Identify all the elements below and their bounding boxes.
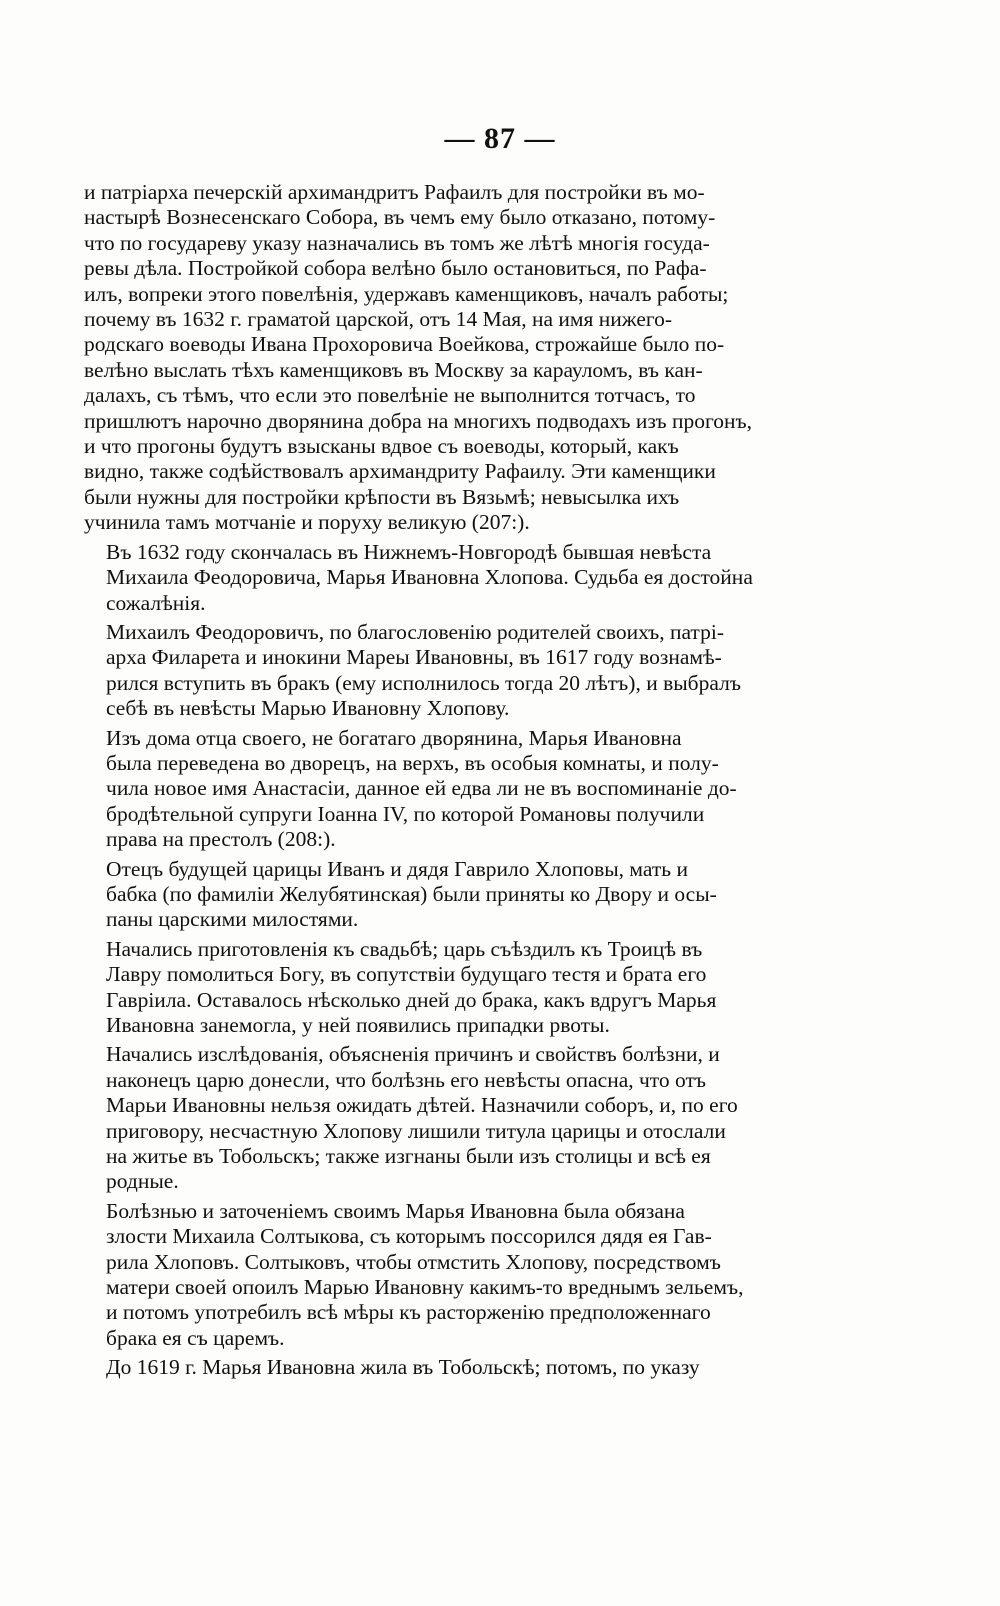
text-line: илъ, вопреки этого повелѣнія, удержавъ каменщиковъ, началъ работы;	[84, 281, 729, 306]
text-line: и патріарха печерскій архимандритъ Рафаилъ для постройки въ мо-	[84, 180, 705, 204]
text-line: далахъ, съ тѣмъ, что если это повелѣніе не выполнится тотчасъ, то	[84, 383, 696, 408]
text-line: видно, также содѣйствовалъ архимандриту Рафаилу. Эти каменщики	[84, 459, 716, 484]
text-line: Начались приготовленія къ свадьбѣ; царь съѣздилъ къ Троицѣ въ	[106, 936, 703, 961]
text-line: рился вступить въ бракъ (ему исполнилось тогда 20 лѣтъ), и выбралъ	[106, 670, 741, 695]
text-line: паны царскими милостями.	[106, 907, 359, 932]
text-line: Въ 1632 году скончалась въ Нижнемъ-Новгородѣ бывшая невѣста	[106, 539, 712, 564]
text-line: что по государеву указу назначались въ томъ же лѣтѣ многія госуда-	[84, 230, 710, 255]
text-line: приговору, несчастную Хлопову лишили титула царицы и отослали	[106, 1118, 726, 1143]
text-line: на житье въ Тобольскъ; также изгнаны были изъ столицы и всѣ ея	[106, 1144, 711, 1169]
text-line: были нужны для постройки крѣпости въ Вязьмѣ; невысылка ихъ	[84, 484, 680, 509]
text-line: сожалѣнія.	[106, 590, 206, 615]
text-line: почему въ 1632 г. граматой царской, отъ 14 Мая, на имя нижего-	[84, 307, 673, 332]
text-line: Изъ дома отца своего, не богатаго дворянина, Марья Ивановна	[106, 725, 682, 750]
text-line: родные.	[106, 1169, 179, 1194]
text-line: арха Филарета и инокини Мареы Ивановны, въ 1617 году вознамѣ-	[106, 645, 722, 670]
text-line: матери своей опоилъ Марью Ивановну какимъ-то вреднымъ зельемъ,	[106, 1275, 744, 1300]
paragraph-5	[84, 857, 856, 933]
text-line: чила новое имя Анастасіи, данное ей едва ли не въ воспоминаніе до-	[106, 776, 737, 801]
text-line: ревы дѣла. Постройкой собора велѣно было остановиться, по Рафа-	[84, 256, 707, 281]
text-line: Ивановна занемогла, у ней появились припадки рвоты.	[106, 1013, 610, 1037]
text-line: была переведена во дворецъ, на верхъ, въ особыя комнаты, и полу-	[106, 750, 719, 775]
text-line: наконецъ царю донесли, что болѣзнь его невѣсты опасна, что отъ	[106, 1067, 707, 1092]
paragraph-6	[84, 937, 856, 1039]
paragraph-4	[84, 726, 856, 853]
text-line: До 1619 г. Марья Ивановна жила въ Тобольскѣ; потомъ, по указу	[106, 1355, 700, 1380]
text-line: велѣно выслать тѣхъ каменщиковъ въ Москву за карауломъ, въ кан-	[84, 357, 703, 382]
text-line: Михаила Феодоровича, Марья Ивановна Хлопова. Судьба ея достойна	[106, 565, 753, 590]
text-line: бабка (по фамиліи Желубятинская) были приняты ко Двору и осы-	[106, 881, 717, 906]
text-line: Болѣзнью и заточеніемъ своимъ Марья Ивановна была обязана	[106, 1198, 685, 1223]
text-line: и потомъ употребилъ всѣ мѣры къ расторженію предположеннаго	[106, 1300, 711, 1325]
text-line: бродѣтельной супруги Іоанна IV, по которой Романовы получили	[106, 801, 705, 826]
text-line: Михаилъ Феодоровичъ, по благословенію родителей своихъ, патрі-	[106, 619, 724, 644]
text-line: рила Хлоповъ. Солтыковъ, чтобы отмстить Хлопову, посредствомъ	[106, 1249, 721, 1274]
paragraph-3	[84, 620, 856, 722]
text-line: пришлютъ нарочно дворянина добра на многихъ подводахъ изъ прогонъ,	[84, 408, 753, 433]
paragraph-9	[84, 1355, 856, 1380]
text-line: Начались изслѣдованія, объясненія причинъ и свойствъ болѣзни, и	[106, 1042, 720, 1067]
text-line: Марьи Ивановны нельзя ожидать дѣтей. Назначили соборъ, и, по его	[106, 1093, 738, 1118]
paragraph-8	[84, 1199, 856, 1351]
text-line: и что прогоны будутъ взысканы вдвое съ воеводы, который, какъ	[84, 434, 679, 459]
text-line: настырѣ Вознесенскаго Собора, въ чемъ ему было отказано, потому-	[84, 205, 716, 230]
text-line: учинила тамъ мотчаніе и поруху великую (207:).	[84, 510, 530, 535]
text-line: Отецъ будущей царицы Иванъ и дядя Гаврило Хлоповы, мать и	[106, 856, 688, 881]
text-line: брака ея съ царемъ.	[106, 1325, 285, 1350]
text-line: родскаго воеводы Ивана Прохоровича Воейкова, строжайше было по-	[84, 332, 725, 357]
paragraph-7	[84, 1042, 856, 1194]
text-line: Лавру помолиться Богу, въ сопутствіи будущаго тестя и брата его	[106, 962, 707, 987]
text-line: злости Михаила Солтыкова, съ которымъ поссорился дядя ея Гав-	[106, 1224, 712, 1249]
text-line: Гавріила. Оставалось нѣсколько дней до брака, какъ вдругъ Марья	[106, 987, 717, 1012]
page-number: — 87 —	[444, 122, 556, 155]
text-line: права на престолъ (208:).	[106, 827, 336, 852]
text-line: себѣ въ невѣсты Марью Ивановну Хлопову.	[106, 696, 510, 721]
paragraph-1	[84, 180, 856, 536]
body-text	[84, 180, 856, 1385]
paragraph-2	[84, 540, 856, 616]
